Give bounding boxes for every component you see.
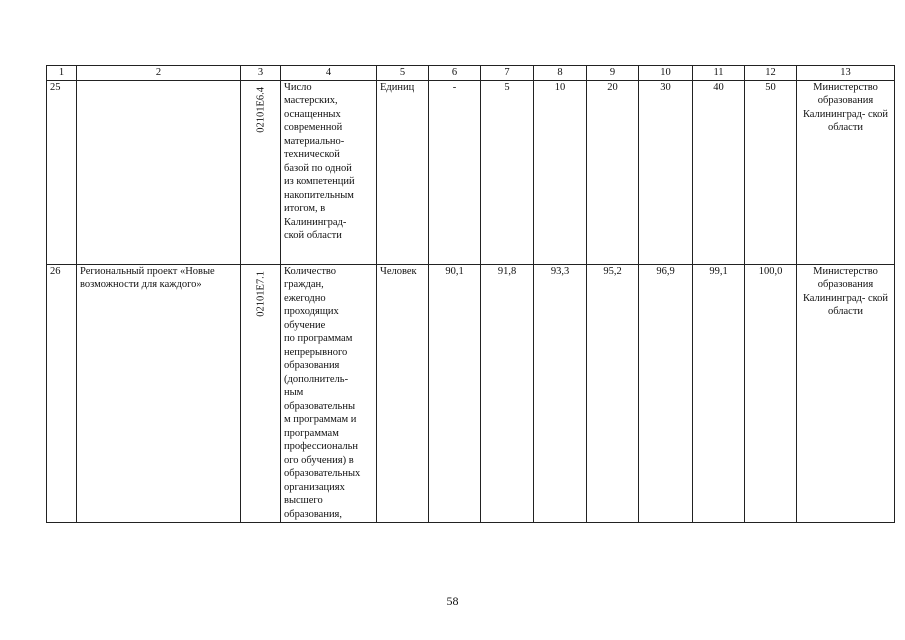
indicator-line: ской области bbox=[284, 230, 342, 241]
indicator-line: базой по одной bbox=[284, 162, 352, 174]
responsible-org: Министерство образования Калининград- ской области bbox=[797, 264, 895, 522]
indicator-line: организациях bbox=[284, 481, 345, 493]
indicator-line: программам bbox=[284, 427, 339, 439]
value-cell: 95,2 bbox=[587, 264, 639, 522]
project-name bbox=[77, 80, 241, 264]
indicator-line: непрерывного bbox=[284, 346, 348, 358]
row-number: 26 bbox=[47, 264, 77, 522]
indicator-line: граждан, bbox=[284, 279, 324, 290]
indicator-line: м программам и bbox=[284, 414, 357, 425]
indicator-code bbox=[241, 80, 281, 264]
indicator-code bbox=[241, 264, 281, 522]
value-cell: 90,1 bbox=[429, 264, 481, 522]
value-cell: 99,1 bbox=[693, 264, 745, 522]
header-row bbox=[47, 66, 895, 81]
indicator-line: Число bbox=[284, 81, 312, 93]
value-cell: 96,9 bbox=[639, 264, 693, 522]
table-row bbox=[47, 264, 895, 522]
indicator-line: образования, bbox=[284, 508, 343, 520]
indicator-line: Количество bbox=[284, 265, 337, 277]
header-cell: 8 bbox=[534, 66, 587, 81]
indicator-line: образовательных bbox=[284, 468, 361, 479]
indicator-line: итогом, в bbox=[284, 203, 326, 214]
indicator-line: накопительным bbox=[284, 189, 354, 201]
indicator-line: (дополнитель- bbox=[284, 373, 349, 385]
value-cell: 5 bbox=[481, 80, 534, 264]
value-cell: 40 bbox=[693, 80, 745, 264]
data-table bbox=[46, 65, 895, 523]
indicator-line: оснащенных bbox=[284, 108, 341, 120]
header-cell: 2 bbox=[77, 66, 241, 81]
indicator-code-text: 02101E7.1 bbox=[254, 270, 266, 317]
indicator-name bbox=[281, 264, 377, 522]
indicator-code-text: 02101E6.4 bbox=[254, 86, 266, 133]
value-cell: 100,0 bbox=[745, 264, 797, 522]
indicator-line: современной bbox=[284, 122, 343, 133]
indicator-line: ежегодно bbox=[284, 292, 326, 304]
value-cell: 50 bbox=[745, 80, 797, 264]
header-cell: 3 bbox=[241, 66, 281, 81]
indicator-line: профессиональн bbox=[284, 441, 359, 452]
header-cell: 4 bbox=[281, 66, 377, 81]
indicator-name bbox=[281, 80, 377, 264]
header-cell: 7 bbox=[481, 66, 534, 81]
value-cell: 30 bbox=[639, 80, 693, 264]
indicator-line: ого обучения) в bbox=[284, 454, 354, 466]
header-cell: 9 bbox=[587, 66, 639, 81]
indicator-line: по программам bbox=[284, 333, 353, 344]
indicator-line: технической bbox=[284, 149, 340, 160]
project-name: Региональный проект «Новые возможности для каждого» bbox=[77, 264, 241, 522]
indicator-line: Калининград- bbox=[284, 216, 347, 228]
value-cell: 10 bbox=[534, 80, 587, 264]
page-number: 58 bbox=[446, 594, 459, 608]
row-number: 25 bbox=[47, 80, 77, 264]
header-cell: 11 bbox=[693, 66, 745, 81]
value-cell: 91,8 bbox=[481, 264, 534, 522]
header-cell: 6 bbox=[429, 66, 481, 81]
indicator-line: образовательны bbox=[284, 400, 355, 412]
responsible-org: Министерство образования Калининград- ской области bbox=[797, 80, 895, 264]
indicator-line: образования bbox=[284, 360, 340, 371]
indicator-line: обучение bbox=[284, 319, 326, 331]
header-cell: 1 bbox=[47, 66, 77, 81]
table-row bbox=[47, 80, 895, 264]
header-cell: 10 bbox=[639, 66, 693, 81]
value-cell: 20 bbox=[587, 80, 639, 264]
header-cell: 5 bbox=[377, 66, 429, 81]
indicator-line: мастерских, bbox=[284, 95, 338, 106]
indicator-line: проходящих bbox=[284, 306, 339, 317]
header-cell: 12 bbox=[745, 66, 797, 81]
indicator-line: ным bbox=[284, 387, 304, 398]
value-cell: - bbox=[429, 80, 481, 264]
unit: Человек bbox=[377, 264, 429, 522]
value-cell: 93,3 bbox=[534, 264, 587, 522]
indicator-line: материально- bbox=[284, 135, 345, 147]
indicator-line: из компетенций bbox=[284, 176, 355, 187]
unit: Единиц bbox=[377, 80, 429, 264]
header-cell: 13 bbox=[797, 66, 895, 81]
indicator-line: высшего bbox=[284, 495, 323, 506]
